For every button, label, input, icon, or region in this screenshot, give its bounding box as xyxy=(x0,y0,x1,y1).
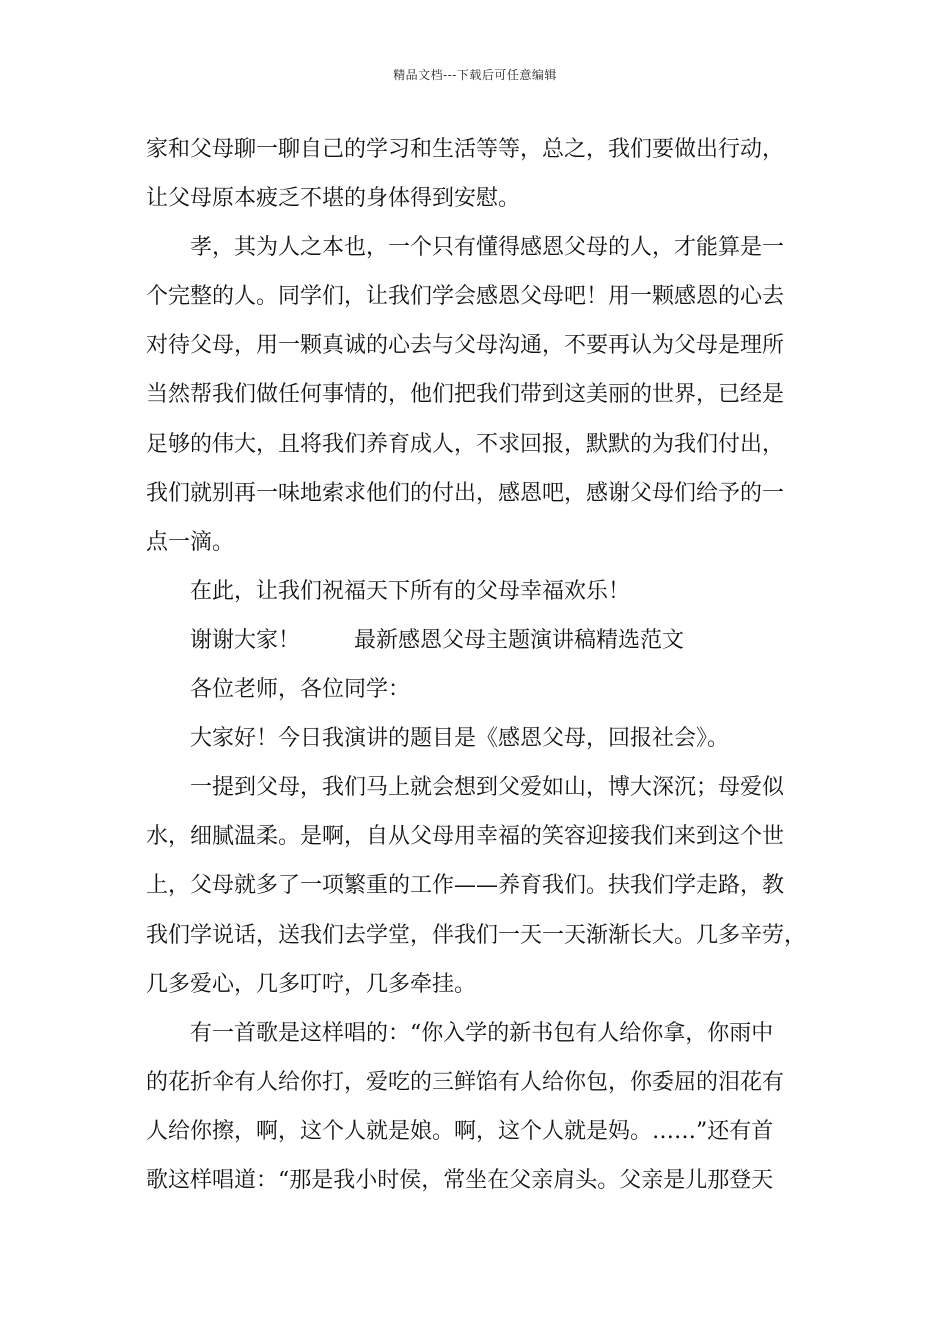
text-line: 一提到父母，我们马上就会想到父爱如山，博大深沉；母爱似 xyxy=(190,775,785,801)
speech-title: 最新感恩父母主题演讲稿精选范文 xyxy=(354,627,685,653)
text-line: 个完整的人。同学们，让我们学会感恩父母吧！用一颗感恩的心去 xyxy=(146,284,785,310)
text-line: 孝，其为人之本也，一个只有懂得感恩父母的人，才能算是一 xyxy=(190,235,785,261)
text-line: 的花折伞有人给你打，爱吃的三鲜馅有人给你包，你委屈的泪花有 xyxy=(146,1069,785,1095)
text-line: 我们学说话，送我们去学堂，伴我们一天一天渐渐长大。几多辛劳， xyxy=(146,922,807,948)
text-line: 大家好！今日我演讲的题目是《感恩父母，回报社会》。 xyxy=(190,726,730,752)
text-line-with-title xyxy=(146,616,826,665)
text-line: 上，父母就多了一项繁重的工作——养育我们。扶我们学走路，教 xyxy=(146,873,785,899)
text-line: 家和父母聊一聊自己的学习和生活等等，总之，我们要做出行动， xyxy=(146,137,785,162)
closing-thanks: 谢谢大家！ xyxy=(190,627,301,653)
text-line: 有一首歌是这样唱的：“你入学的新书包有人给你拿，你雨中 xyxy=(190,1020,774,1046)
text-line: 各位老师，各位同学： xyxy=(190,677,411,703)
text-line: 人给你擦，啊，这个人就是娘。啊，这个人就是妈。……”还有首 xyxy=(146,1118,774,1144)
text-line: 几多爱心，几多叮咛，几多牵挂。 xyxy=(146,971,477,997)
text-line: 在此，让我们祝福天下所有的父母幸福欢乐！ xyxy=(190,578,631,604)
text-line: 当然帮我们做任何事情的，他们把我们带到这美丽的世界，已经是 xyxy=(146,382,785,408)
document-body xyxy=(146,125,826,1205)
text-line: 对待父母，用一颗真诚的心去与父母沟通，不要再认为父母是理所 xyxy=(146,333,785,359)
text-line: 点一滴。 xyxy=(146,529,235,555)
text-line: 歌这样唱道：“那是我小时侯，常坐在父亲肩头。父亲是儿那登天 xyxy=(146,1167,774,1193)
text-line: 水，细腻温柔。是啊，自从父母用幸福的笑容迎接我们来到这个世 xyxy=(146,824,785,850)
page-header: 精品文档---下载后可任意编辑 xyxy=(393,68,557,82)
text-line: 让父母原本疲乏不堪的身体得到安慰。 xyxy=(146,186,521,212)
text-line: 足够的伟大，且将我们养育成人，不求回报，默默的为我们付出， xyxy=(146,431,785,457)
text-line: 我们就别再一味地索求他们的付出，感恩吧，感谢父母们给予的一 xyxy=(146,480,785,506)
